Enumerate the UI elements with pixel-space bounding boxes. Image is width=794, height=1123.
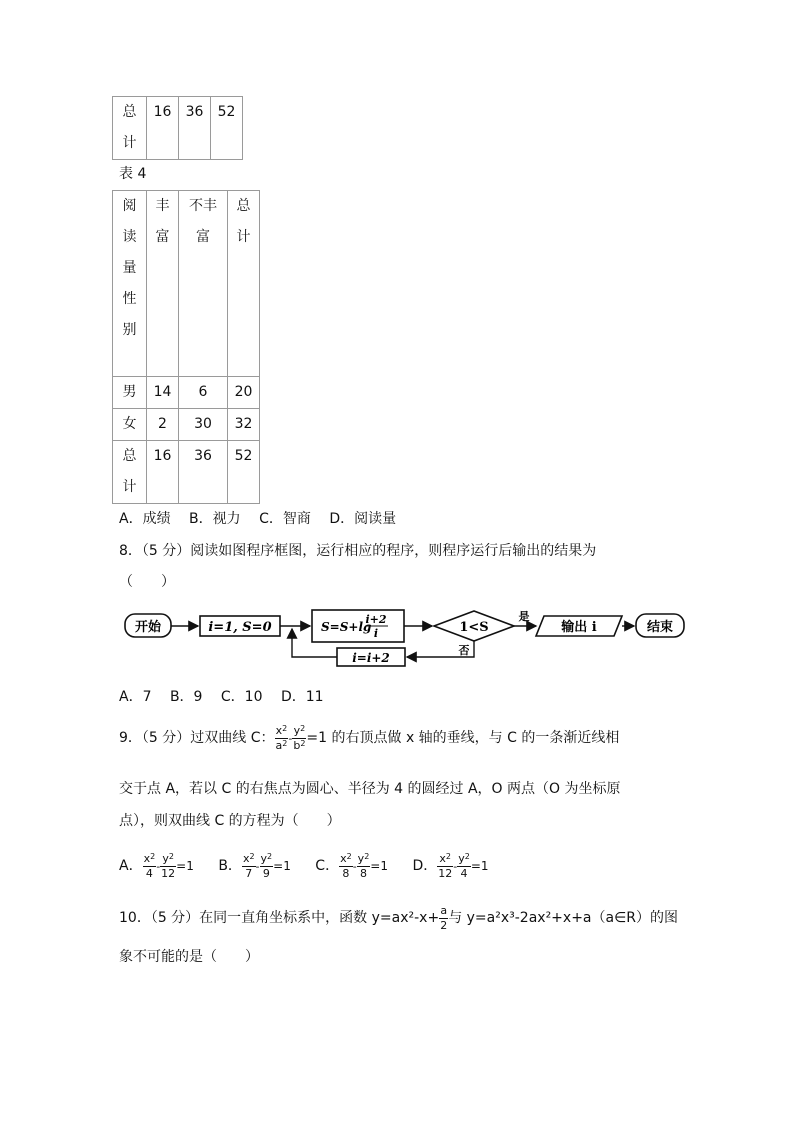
option-label: D． — [412, 858, 438, 874]
fraction: $\frac{y^2}{8}$ — [357, 851, 370, 880]
table-cell: 14 — [147, 377, 179, 409]
option-label: C． — [315, 858, 340, 874]
q10-stem-line2: 象不可能的是（ ） — [119, 949, 259, 965]
fraction: $\frac{x^2}{4}$ — [143, 851, 156, 880]
denominator: 8 — [359, 866, 367, 880]
q8-stem: 8．（5 分）阅读如图程序框图，运行相应的程序，则程序运行后输出的结果为 — [119, 543, 597, 559]
option-a[interactable]: A．成绩 — [119, 511, 171, 527]
flow-update-label: S=S+lg — [321, 620, 372, 634]
table-header-cell: 阅 读 量 性 别 — [113, 191, 147, 377]
q9-options — [119, 846, 489, 887]
flow-update-denominator: i — [373, 627, 379, 640]
option-label: B． — [218, 858, 242, 874]
table-header-cell: 总 计 — [228, 191, 260, 377]
option-d[interactable]: D．阅读量 — [329, 511, 397, 527]
table-row — [113, 441, 260, 504]
denominator: 9 — [262, 866, 270, 880]
table-cell: 16 — [147, 97, 179, 160]
flow-decision-label: 1<S — [459, 620, 489, 635]
fraction: $\frac{y^2}{4}$ — [458, 851, 470, 880]
q8-stem-paren: （ ） — [119, 574, 175, 590]
denominator: 12 — [161, 866, 176, 880]
equals-one: =1 — [176, 859, 194, 873]
table3-total-row — [112, 96, 243, 160]
table4-caption: 表 4 — [119, 166, 147, 182]
q9-stem-line2: 交于点 A，若以 C 的右焦点为圆心、半径为 4 的圆经过 A，O 两点（O 为坐标原 — [119, 781, 621, 797]
q7-options — [119, 508, 410, 528]
denominator: 2 — [440, 918, 448, 932]
denominator: 7 — [245, 866, 253, 880]
table-cell: 女 — [113, 409, 147, 441]
flow-increment-label: i=i+2 — [352, 651, 390, 665]
denominator: 12 — [438, 866, 453, 880]
table-cell: 36 — [179, 441, 228, 504]
equals-one: =1 — [273, 859, 291, 873]
table-cell: 52 — [228, 441, 260, 504]
q10-stem-line1 — [119, 898, 678, 938]
option-a[interactable]: A．7 — [119, 689, 152, 705]
equals-one: =1 — [470, 859, 489, 873]
table-header-row — [113, 191, 260, 377]
q8-flowchart — [118, 600, 690, 672]
q9-stem-line3: 点），则双曲线 C 的方程为（ ） — [119, 813, 341, 829]
fraction-y2-b2: $\frac{y^2}{b^2}$ — [293, 723, 306, 752]
fraction: $\frac{x^2}{7}$ — [242, 851, 255, 880]
numerator: a — [440, 903, 448, 917]
flow-end-label: 结束 — [646, 620, 674, 635]
equals-one: =1 — [370, 859, 388, 873]
table4 — [112, 190, 260, 504]
fraction: $\frac{y^2}{9}$ — [260, 851, 273, 880]
option-a[interactable]: A． $\frac{x^2}{4}$ - $\frac{y^2}{12}$ =1 — [119, 851, 194, 880]
table-cell: 16 — [147, 441, 179, 504]
table-cell: 6 — [179, 377, 228, 409]
table-cell: 2 — [147, 409, 179, 441]
q9-stem-line1: 9．（5 分）过双曲线 C： $\frac{x^2}{a^2}$ - $\frac{y^2}{b^2}$ =1 的右顶点做 x 轴的垂线，与 C 的一条渐近线相 — [119, 723, 620, 752]
fraction-x2-a2: $\frac{x^2}{a^2}$ — [275, 723, 288, 752]
option-c[interactable]: C．10 — [220, 689, 263, 705]
denominator: 4 — [460, 866, 468, 880]
q10-prefix: 10．（5 分）在同一直角坐标系中，函数 y=ax²-x+ — [119, 910, 440, 926]
option-c[interactable]: C． $\frac{x^2}{8}$ - $\frac{y^2}{8}$ =1 — [315, 851, 388, 880]
option-d[interactable]: D． $\frac{x^2}{12}$ - $\frac{y^2}{4}$ =1 — [412, 851, 489, 880]
table-cell: 32 — [228, 409, 260, 441]
flow-start-label: 开始 — [134, 620, 162, 635]
q8-options — [119, 686, 338, 706]
option-label: A． — [119, 858, 143, 874]
option-d[interactable]: D．11 — [280, 689, 324, 705]
fraction: $\frac{x^2}{8}$ — [340, 851, 352, 880]
flow-no-label: 否 — [458, 644, 470, 657]
option-b[interactable]: B． $\frac{x^2}{7}$ - $\frac{y^2}{9}$ =1 — [218, 851, 291, 880]
denominator: 8 — [342, 866, 350, 880]
table-cell: 36 — [179, 97, 211, 160]
table-header-cell: 不丰 富 — [179, 191, 228, 377]
table-row — [113, 377, 260, 409]
denominator: 4 — [145, 866, 153, 880]
table-cell: 总 计 — [113, 441, 147, 504]
fraction: $\frac{y^2}{12}$ — [161, 851, 176, 880]
flow-yes-label: 是 — [518, 610, 530, 623]
table-cell: 52 — [211, 97, 243, 160]
option-c[interactable]: C．智商 — [259, 511, 311, 527]
q9-suffix: =1 的右顶点做 x 轴的垂线，与 C 的一条渐近线相 — [306, 730, 620, 746]
table-cell: 男 — [113, 377, 147, 409]
table-cell: 30 — [179, 409, 228, 441]
fraction: $\frac{x^2}{12}$ — [438, 851, 453, 880]
q9-prefix: 9．（5 分）过双曲线 C： — [119, 730, 275, 746]
table-cell: 总 计 — [113, 97, 147, 160]
flow-init-label: i=1, S=0 — [208, 620, 272, 635]
fraction-a-over-2 — [439, 904, 448, 933]
q10-suffix: 与 y=a²x³-2ax²+x+a（a∈R）的图 — [448, 910, 679, 926]
option-b[interactable]: B．视力 — [189, 511, 241, 527]
flow-update-numerator: i+2 — [365, 613, 387, 626]
option-b[interactable]: B．9 — [169, 689, 203, 705]
table-row — [113, 409, 260, 441]
flow-output-label: 输出 i — [561, 620, 597, 635]
table-cell: 20 — [228, 377, 260, 409]
table-header-cell: 丰 富 — [147, 191, 179, 377]
